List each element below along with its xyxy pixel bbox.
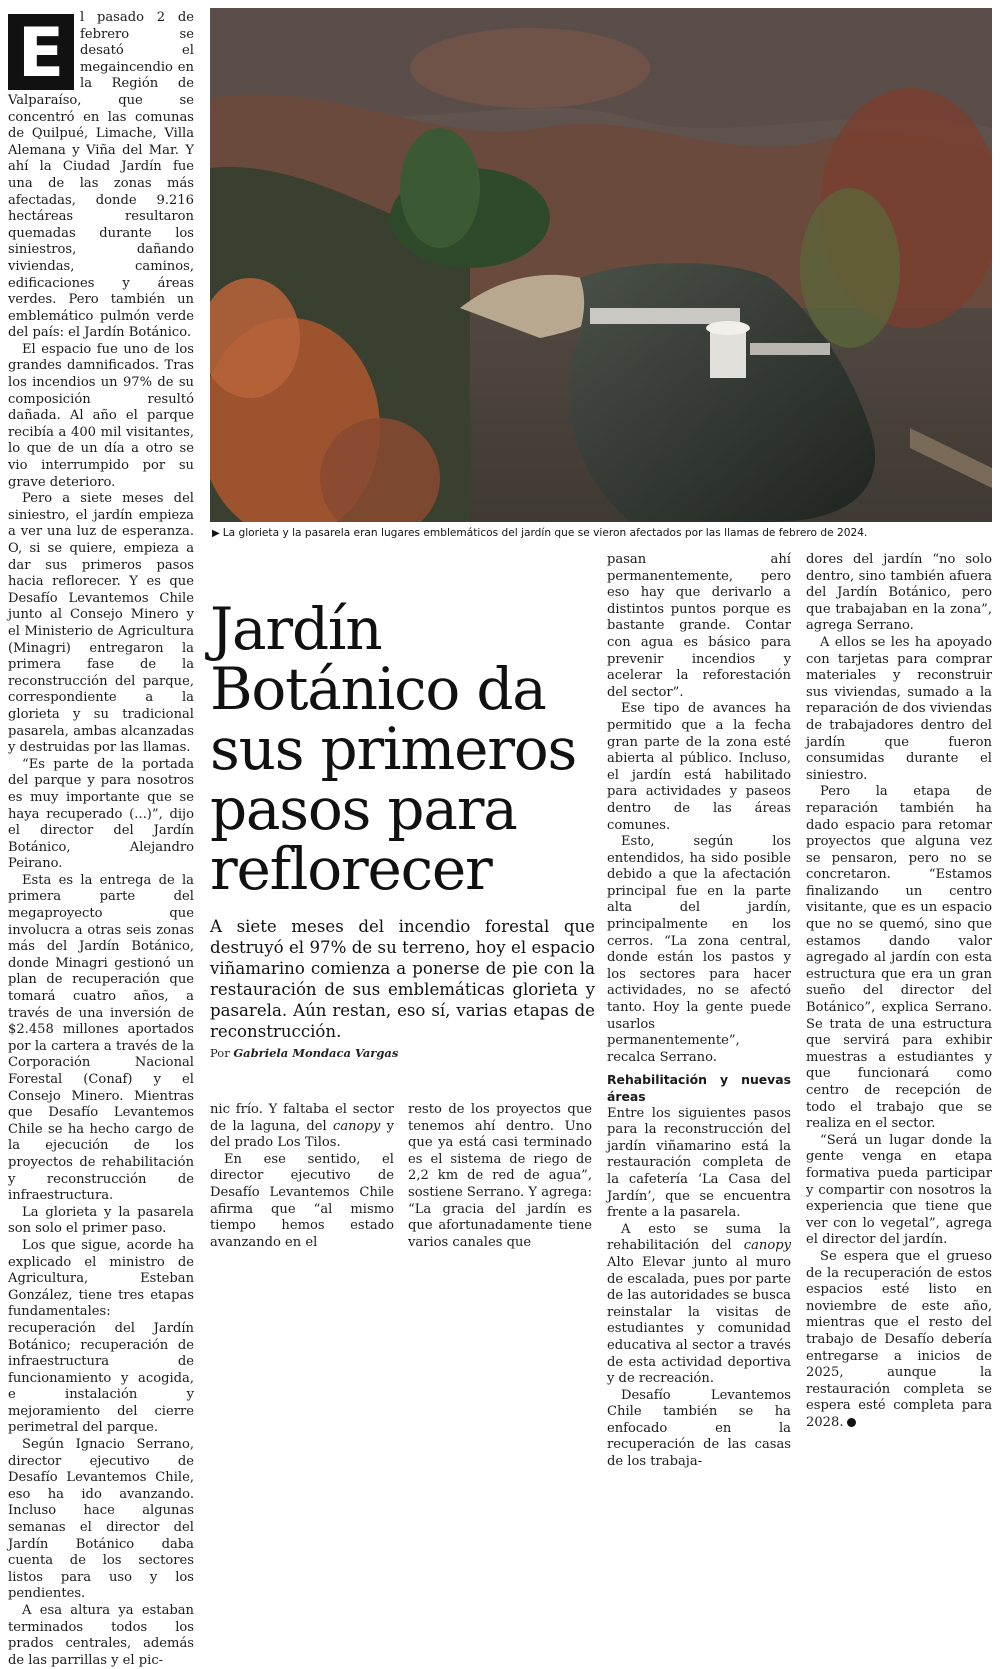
paragraph: “Será un lugar donde la gente venga en etapa formativa pueda participar y compartir con nosotros la experiencia que tiene que ver con lo vegetal”, agrega el director del jardín. [806, 1132, 992, 1248]
paragraph: A esto se suma la rehabilitación del canopy Alto Elevar junto al muro de escalada, pues por parte de las autoridades se busca reinstalar la visitas de estudiantes y comunidad educativa al sector a través de esta actividad deportiva y de recreación. [607, 1221, 791, 1387]
paragraph: Pero a siete meses del siniestro, el jardín empieza a ver una luz de esperanza. O, si se quiere, empieza a dar sus primeros pasos hacia reflorecer. Y es que Desafío Levantemos Chile junto al Consejo Minero y el Ministerio de Agricultura (Minagri) entregaron la primera fase de la reconstrucción del parque, correspondiente a la glorieta y su tradicional pasarela, ambas alcanzadas y destruidas por las llamas. [8, 491, 194, 756]
paragraph: nic frío. Y faltaba el sector de la laguna, del canopy y del prado Los Tilos. [210, 1102, 394, 1151]
paragraph: dores del jardín “no solo dentro, sino también afuera del Jardín Botánico, pero que trabajaban en la zona”, agrega Serrano. [806, 552, 992, 634]
subheading: Rehabilitación y nuevas áreas [607, 1072, 791, 1104]
paragraph: Los que sigue, acorde ha explicado el ministro de Agricultura, Esteban González, tiene tres etapas fundamentales: recuperación del Jardín Botánico; recuperación de infraestructura de funcionamiento y acogida, e instalación y mejoramiento del cierre perimetral del parque. [8, 1237, 194, 1436]
paragraph: Pero la etapa de reparación también ha dado espacio para retomar proyectos que alguna vez se pensaron, pero no se concretaron. “Estamos finalizando un centro visitante, que es un espacio que no se quemó, sino que estamos dando valor agregado al jardín con esta estructura que era un gran sueño del director del Botánico”, explica Serrano. Se trata de una estructura que servirá para exhibir muestras a estudiantes y que funcionará como centro de recepción de todo el trabajo que se realiza en el sector. [806, 784, 992, 1132]
article-column-5 [806, 552, 992, 1431]
drop-cap: E [8, 14, 74, 90]
paragraph: A esa altura ya estaban terminados todos los prados centrales, además de las parrillas y el pic- [8, 1603, 194, 1668]
article-photo [210, 8, 992, 522]
byline: Por Gabriela Mondaca Vargas [210, 1046, 399, 1060]
author-name: Gabriela Mondaca Vargas [233, 1046, 399, 1060]
headline: Jardín Botánico da sus primeros pasos para reflorecer [210, 594, 577, 903]
paragraph: Ese tipo de avances ha permitido que a la fecha gran parte de la zona esté abierta al público. Incluso, el jardín está habilitado para actividades y paseos dentro de las áreas comunes. [607, 701, 791, 833]
paragraph: pasan ahí permanentemente, pero eso hay que derivarlo a distintos puntos porque es bastante grande. Contar con agua es básico para prevenir incendios y acelerar la reforestación del sector”. [607, 552, 791, 700]
paragraph: Desafío Levantemos Chile también se ha enfocado en la recuperación de las casas de los trabaja- [607, 1387, 791, 1470]
caption-marker-icon: ▶ [212, 528, 220, 539]
paragraph: Según Ignacio Serrano, director ejecutivo de Desafío Levantemos Chile, eso ha ido avanzando. Incluso hace algunas semanas el director del Jardín Botánico daba cuenta de los sectores listos para uso y los pendientes. [8, 1437, 194, 1602]
paragraph: La glorieta y la pasarela son solo el primer paso. [8, 1204, 194, 1237]
lead-paragraph: E l pasado 2 de febrero se desató el megaincendio en la Región de Valparaíso, que se concentró en las comunas de Quilpué, Limache, Villa Alemana y Viña del Mar. Y ahí la Ciudad Jardín fue una de las zonas más afectadas, donde 9.216 hectáreas resultaron quemadas durante los siniestros, dañando viviendas, caminos, edificaciones y áreas verdes. Pero también un emblemático pulmón verde del país: el Jardín Botánico. [8, 10, 194, 341]
end-mark-icon [847, 1418, 856, 1427]
paragraph: Esta es la entrega de la primera parte del megaproyecto que involucra a otras seis zonas más del Jardín Botánico, donde Minagri gestionó un plan de recuperación que tomará cuatro años, a través de una inversión de $2.458 millones aportados por la cartera a través de la Corporación Nacional Forestal (Conaf) y el Consejo Minero. Mientras que Desafío Levantemos Chile se ha hecho cargo de la ejecución de los proyectos de rehabilitación y reconstrucción de infraestructura. [8, 872, 194, 1204]
article-column-1 [8, 10, 194, 1669]
paragraph: En ese sentido, el director ejecutivo de Desafío Levantemos Chile afirma que “al mismo tiempo hemos estado avanzando en el [210, 1151, 394, 1250]
paragraph: A ellos se les ha apoyado con tarjetas para comprar materiales y reconstruir sus viviendas, sumado a la reparación de dos viviendas de trabajadores dentro del jardín que fueron consumidas durante el siniestro. [806, 634, 992, 783]
paragraph: El espacio fue uno de los grandes damnificados. Tras los incendios un 97% de su composición resultó dañada. Al año el parque recibía a 400 mil visitantes, lo que de un día a otro se vio interrumpido por su grave deterioro. [8, 341, 194, 490]
paragraph: resto de los proyectos que tenemos ahí dentro. Uno que ya está casi terminado es el sistema de riego de 2,2 km de red de agua”, sostiene Serrano. Y agrega: “La gracia del jardín es que afortunadamente tiene varios canales que [408, 1102, 592, 1250]
paragraph: Se espera que el grueso de la recuperación de estos espacios esté listo en noviembre de este año, mientras que el resto del trabajo de Desafío debería entregarse a inicios de 2025, aunque la restauración completa se espera esté completa para 2028. [806, 1248, 992, 1430]
article-column-2 [210, 1102, 394, 1251]
paragraph: Entre los siguientes pasos para la reconstrucción del jardín viñamarino está la restauración completa de la cafetería ‘La Casa del Jardín’, que se encuentra frente a la pasarela. [607, 1105, 791, 1221]
paragraph: “Es parte de la portada del parque y para nosotros es muy importante que se haya recuperado (...)”, dijo el director del Jardín Botánico, Alejandro Peirano. [8, 756, 194, 872]
paragraph: Esto, según los entendidos, ha sido posible debido a que la afectación principal fue en la parte alta del jardín, principalmente en los cerros. “La zona central, donde están los pastos y los sectores para hacer actividades, no se afectó tanto. Hoy la gente puede usarlos permanentemente”, recalca Serrano. [607, 834, 791, 1065]
article-column-4 [607, 552, 791, 1471]
article-column-3 [408, 1102, 592, 1251]
photo-caption: ▶ La glorieta y la pasarela eran lugares emblemáticos del jardín que se vieron afectados por las llamas de febrero de 2024. [212, 527, 868, 539]
deck: A siete meses del incendio forestal que destruyó el 97% de su terreno, hoy el espacio viñamarino comienza a ponerse de pie con la restauración de sus emblemáticas glorieta y pasarela. Aún restan, eso sí, varias etapas de reconstrucción. [210, 917, 595, 1041]
garden-lagoon-photo [210, 8, 992, 522]
